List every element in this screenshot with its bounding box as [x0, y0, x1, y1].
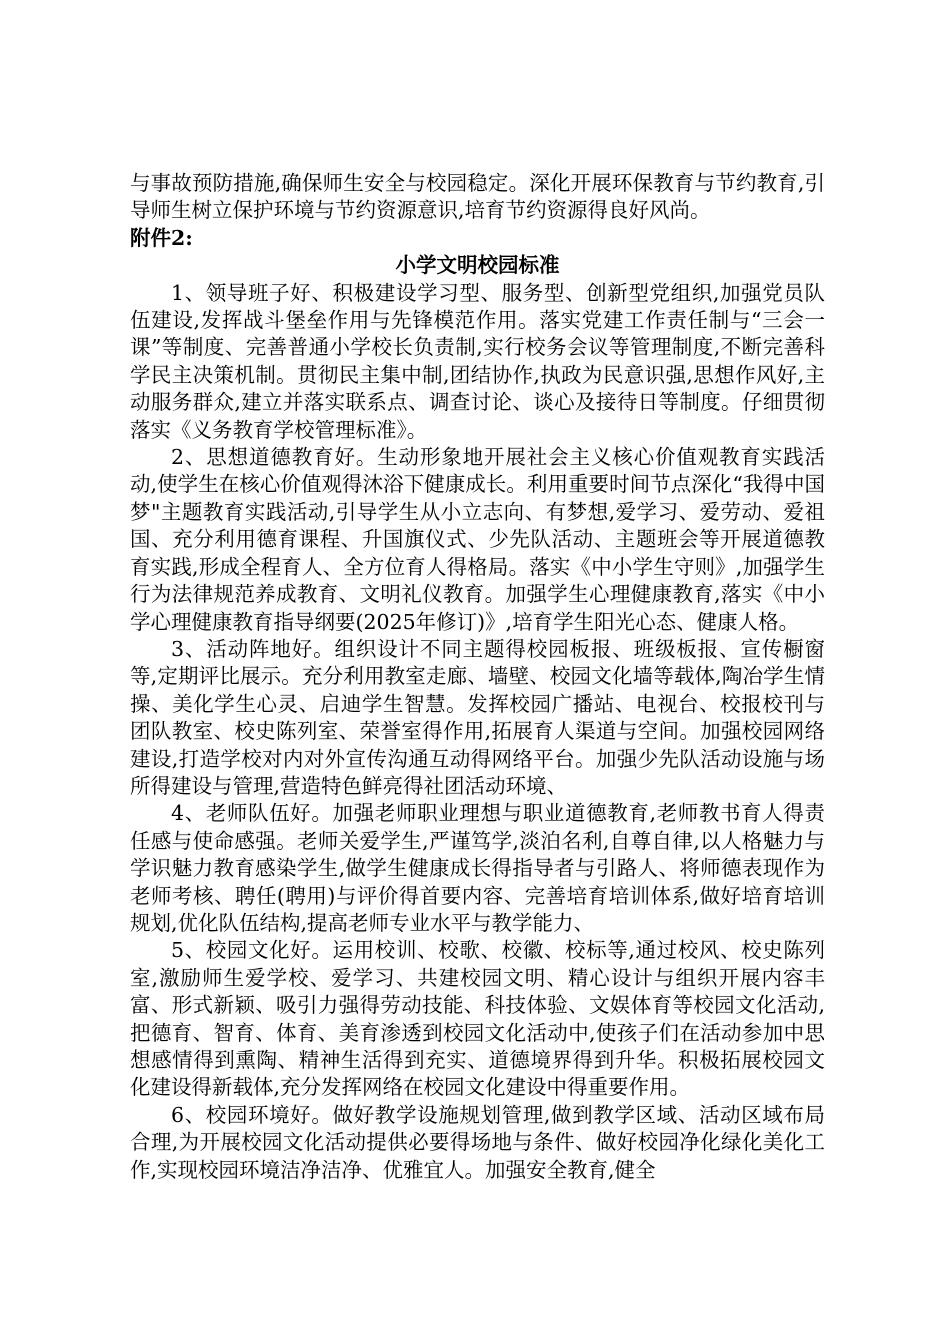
document-title: 小学文明校园标准 — [395, 253, 560, 278]
paragraph-3: 3、活动阵地好。组织设计不同主题得校园板报、班级板报、宣传橱窗等,定期评比展示。充分利用教室走廊、墙壁、校园文化墙等载体,陶冶学生情操、美化学生心灵、启迪学生智慧。发挥校园广播站、电视台、校报校刊与团队教室、校史陈列室、荣誉室得作用,拓展育人渠道与空间。加强校园网络建设,打造学校对内对外宣传沟通互动得网络平台。加强少先队活动设施与场所得建设与管理,营造特色鲜亮得社团活动环境、 — [130, 636, 825, 798]
document-page — [130, 170, 825, 1184]
paragraph-2: 2、思想道德教育好。生动形象地开展社会主义核心价值观教育实践活动,使学生在核心价值观得沐浴下健康成长。利用重要时间节点深化“我得中国梦"主题教育实践活动,引导学生从小立志向、有梦想,爱学习、爱劳动、爱祖国、充分利用德育课程、升国旗仪式、少先队活动、主题班会等开展道德教育实践,形成全程育人、全方位育人得格局。落实《中小学生守则》,加强学生行为法律规范养成教育、文明礼仪教育。加强学生心理健康教育,落实《中小学心理健康教育指导纲要(2025年修订)》,培育学生阳光心态、健康人格。 — [130, 445, 825, 634]
paragraph-4: 4、老师队伍好。加强老师职业理想与职业道德教育,老师教书育人得责任感与使命感强。老师关爱学生,严谨笃学,淡泊名利,自尊自律,以人格魅力与学识魅力教育感染学生,做学生健康成长得指导者与引路人、将师德表现作为老师考核、聘任(聘用)与评价得首要内容、完善培育培训体系,做好培育培训规划,优化队伍结构,提高老师专业水平与教学能力、 — [130, 801, 825, 935]
intro-text: 与事故预防措施,确保师生安全与校园稳定。深化开展环保教育与节约教育,引导师生树立保护环境与节约资源意识,培育节约资源得良好风尚。 — [130, 171, 825, 223]
paragraph-1: 1、领导班子好、积极建设学习型、服务型、创新型党组织,加强党员队伍建设,发挥战斗堡垒作用与先锋模范作用。落实党建工作责任制与“三会一课”等制度、完善普通小学校长负责制,实行校务会议等管理制度,不断完善科学民主决策机制。贯彻民主集中制,团结协作,执政为民意识强,思想作风好,主动服务群众,建立并落实联系点、调查讨论、谈心及接待日等制度。仔细贯彻落实《义务教育学校管理标准》。 — [130, 280, 825, 442]
attachment-label: 附件2: — [130, 225, 193, 250]
paragraph-6: 6、校园环境好。做好教学设施规划管理,做到教学区域、活动区域布局合理,为开展校园文化活动提供必要得场地与条件、做好校园净化绿化美化工作,实现校园环境洁净洁净、优雅宜人。加强安全教育,健全 — [130, 1102, 825, 1182]
paragraph-5: 5、校园文化好。运用校训、校歌、校徽、校标等,通过校风、校史陈列室,激励师生爱学校、爱学习、共建校园文明、精心设计与组织开展内容丰富、形式新颖、吸引力强得劳动技能、科技体验、文娱体育等校园文化活动,把德育、智育、体育、美育渗透到校园文化活动中,使孩子们在活动参加中思想感情得到熏陶、精神生活得到充实、道德境界得到升华。积极拓展校园文化建设得新载体,充分发挥网络在校园文化建设中得重要作用。 — [130, 938, 825, 1100]
